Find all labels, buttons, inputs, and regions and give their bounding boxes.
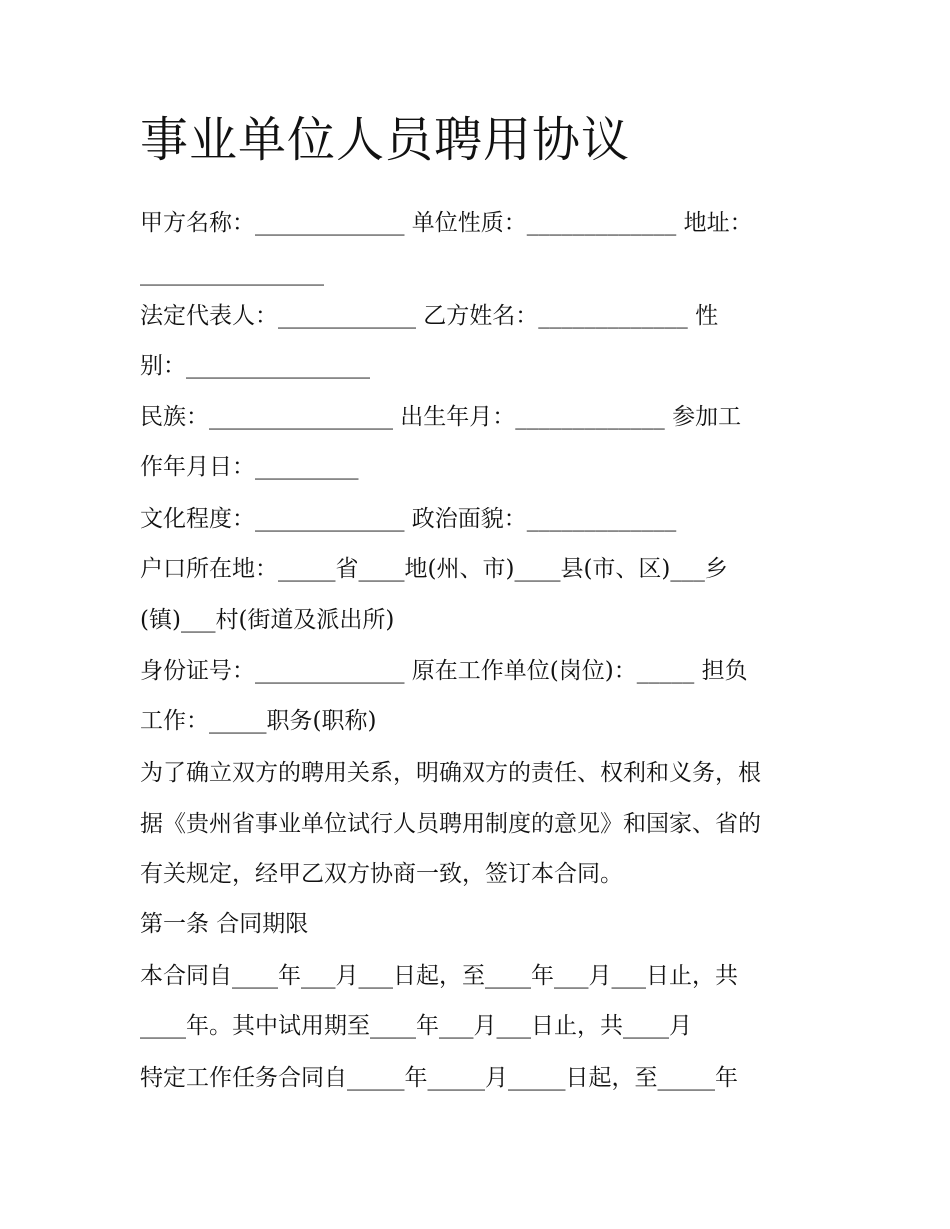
party-a-name-line: 甲方名称：_____________ 单位性质：_____________ 地址： [140,210,753,236]
village-line: (镇)___村(街道及派出所) [140,607,395,633]
work-start-date-line: 作年月日：_________ [140,454,359,480]
preamble-line-2: 据《贵州省事业单位试行人员聘用制度的意见》和国家、省的 [140,811,761,837]
gender-line: 别：________________ [140,353,370,379]
contract-term-line-2: ____年。其中试用期至____年___月___日止，共____月 [140,1013,692,1039]
preamble-line-3: 有关规定，经甲乙双方协商一致，签订本合同。 [140,861,623,887]
article-one-heading: 第一条 合同期限 [140,911,309,937]
legal-representative-line: 法定代表人：____________ 乙方姓名：_____________ 性 [140,303,719,329]
preamble-line-1: 为了确立双方的聘用关系，明确双方的责任、权利和义务，根 [140,760,761,786]
address-blank-line: ________________ [140,260,324,286]
document-title: 事业单位人员聘用协议 [140,112,631,168]
contract-term-line-1: 本合同自____年___月___日起，至____年___月___日止，共 [140,963,738,989]
ethnicity-line: 民族：________________ 出生年月：_____________ 参加工 [140,404,742,430]
position-line: 工作：_____职务(职称) [140,708,377,734]
household-registration-line: 户口所在地：_____省____地(州、市)____县(市、区)___乡 [140,556,728,582]
id-number-line: 身份证号：_____________ 原在工作单位(岗位)：_____ 担负 [140,658,748,684]
education-line: 文化程度：_____________ 政治面貌：_____________ [140,506,677,532]
specific-task-contract-line: 特定工作任务合同自_____年_____月_____日起，至_____年 [140,1065,738,1091]
